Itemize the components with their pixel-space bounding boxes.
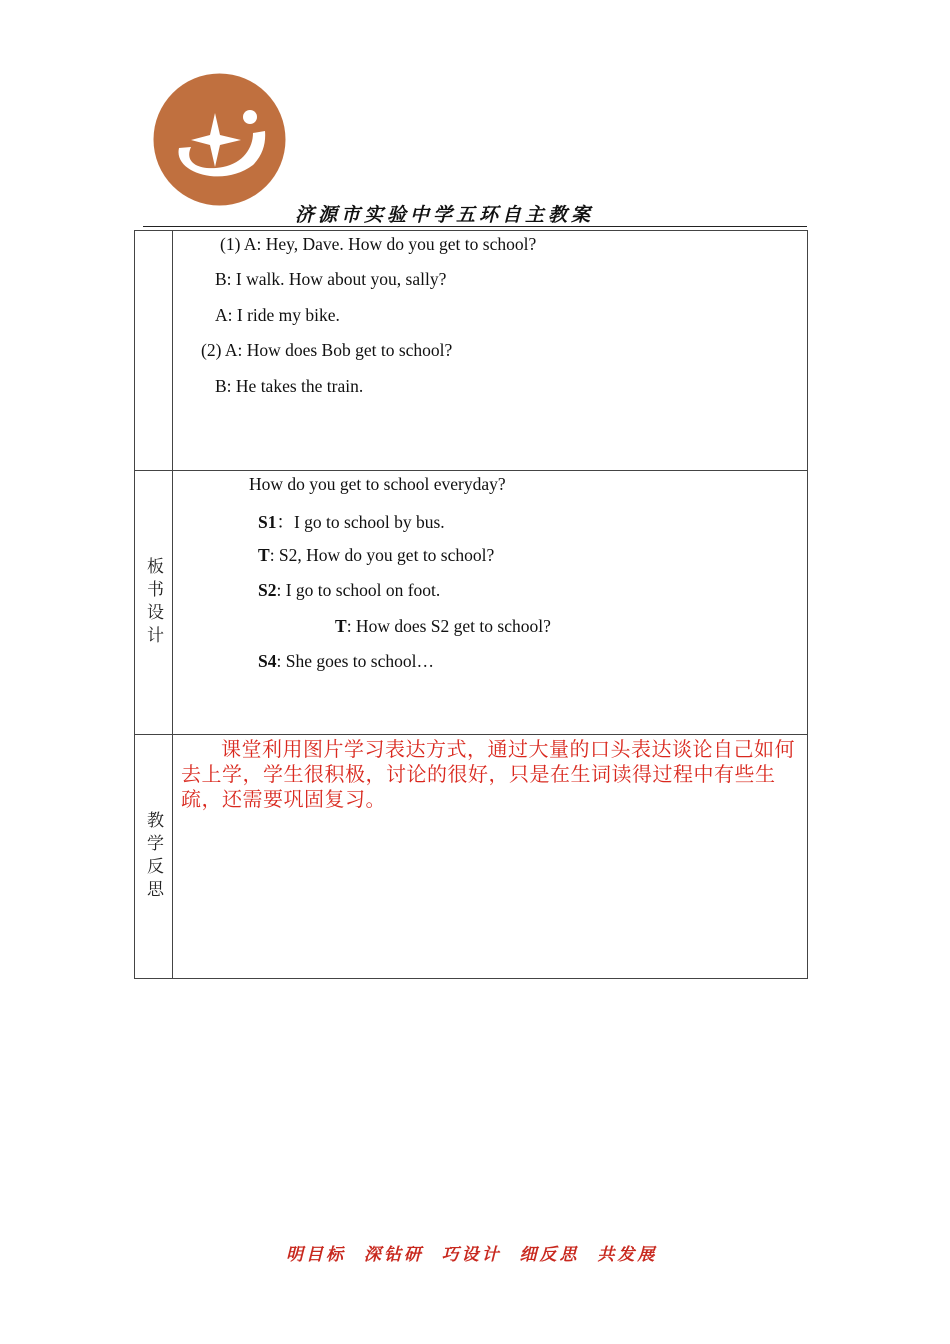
board-line	[258, 580, 440, 601]
reflection-label-cell	[135, 735, 173, 978]
dialogue-line: (2) A: How does Bob get to school?	[201, 340, 453, 360]
reflection-text: 课堂利用图片学习表达方式，通过大量的口头表达谈论自己如何去上学，学生很积极，讨论的很好，只是在生词读得过程中有些生疏，还需要巩固复习。	[181, 737, 795, 811]
board-question: How do you get to school everyday?	[249, 474, 506, 494]
reflection-row	[135, 734, 807, 978]
board-line-text: : S2, How do you get to school?	[269, 545, 495, 565]
board-design-row	[135, 470, 807, 734]
dialogue-line: A: I ride my bike.	[215, 305, 340, 325]
reflection-label: 教学反思	[143, 810, 163, 903]
reflection-content	[173, 735, 807, 978]
speaker-label: S1	[258, 512, 277, 532]
board-line-text: : She goes to school…	[276, 651, 434, 671]
board-line-text: ：I go to school by bus.	[276, 512, 445, 532]
dialogue-line: (1) A: Hey, Dave. How do you get to school?	[220, 234, 537, 254]
board-design-content	[173, 471, 807, 734]
dialogue-line: B: I walk. How about you, sally?	[215, 269, 447, 289]
board-line-text: : I go to school on foot.	[276, 580, 441, 600]
footer-motto: 明目标 深钻研 巧设计 细反思 共发展	[286, 1245, 658, 1265]
board-line	[335, 616, 551, 637]
board-line	[258, 509, 445, 534]
board-design-label: 板书设计	[143, 556, 163, 649]
header-divider	[143, 226, 807, 227]
dialogue-line: B: He takes the train.	[215, 376, 364, 396]
speaker-label: T	[335, 616, 347, 636]
dialogue-row	[135, 231, 807, 470]
speaker-label: T	[258, 545, 270, 565]
board-line-text: : How does S2 get to school?	[346, 616, 551, 636]
board-design-label-cell	[135, 471, 173, 734]
school-title: 济源市实验中学五环自主教案	[295, 204, 595, 226]
dialogue-content	[173, 231, 807, 470]
speaker-label: S2	[258, 580, 277, 600]
dialogue-label-cell	[135, 231, 173, 470]
school-logo-icon	[153, 73, 286, 206]
speaker-label: S4	[258, 651, 277, 671]
board-line	[258, 545, 494, 566]
lesson-plan-table	[134, 230, 808, 979]
board-line	[258, 651, 434, 672]
